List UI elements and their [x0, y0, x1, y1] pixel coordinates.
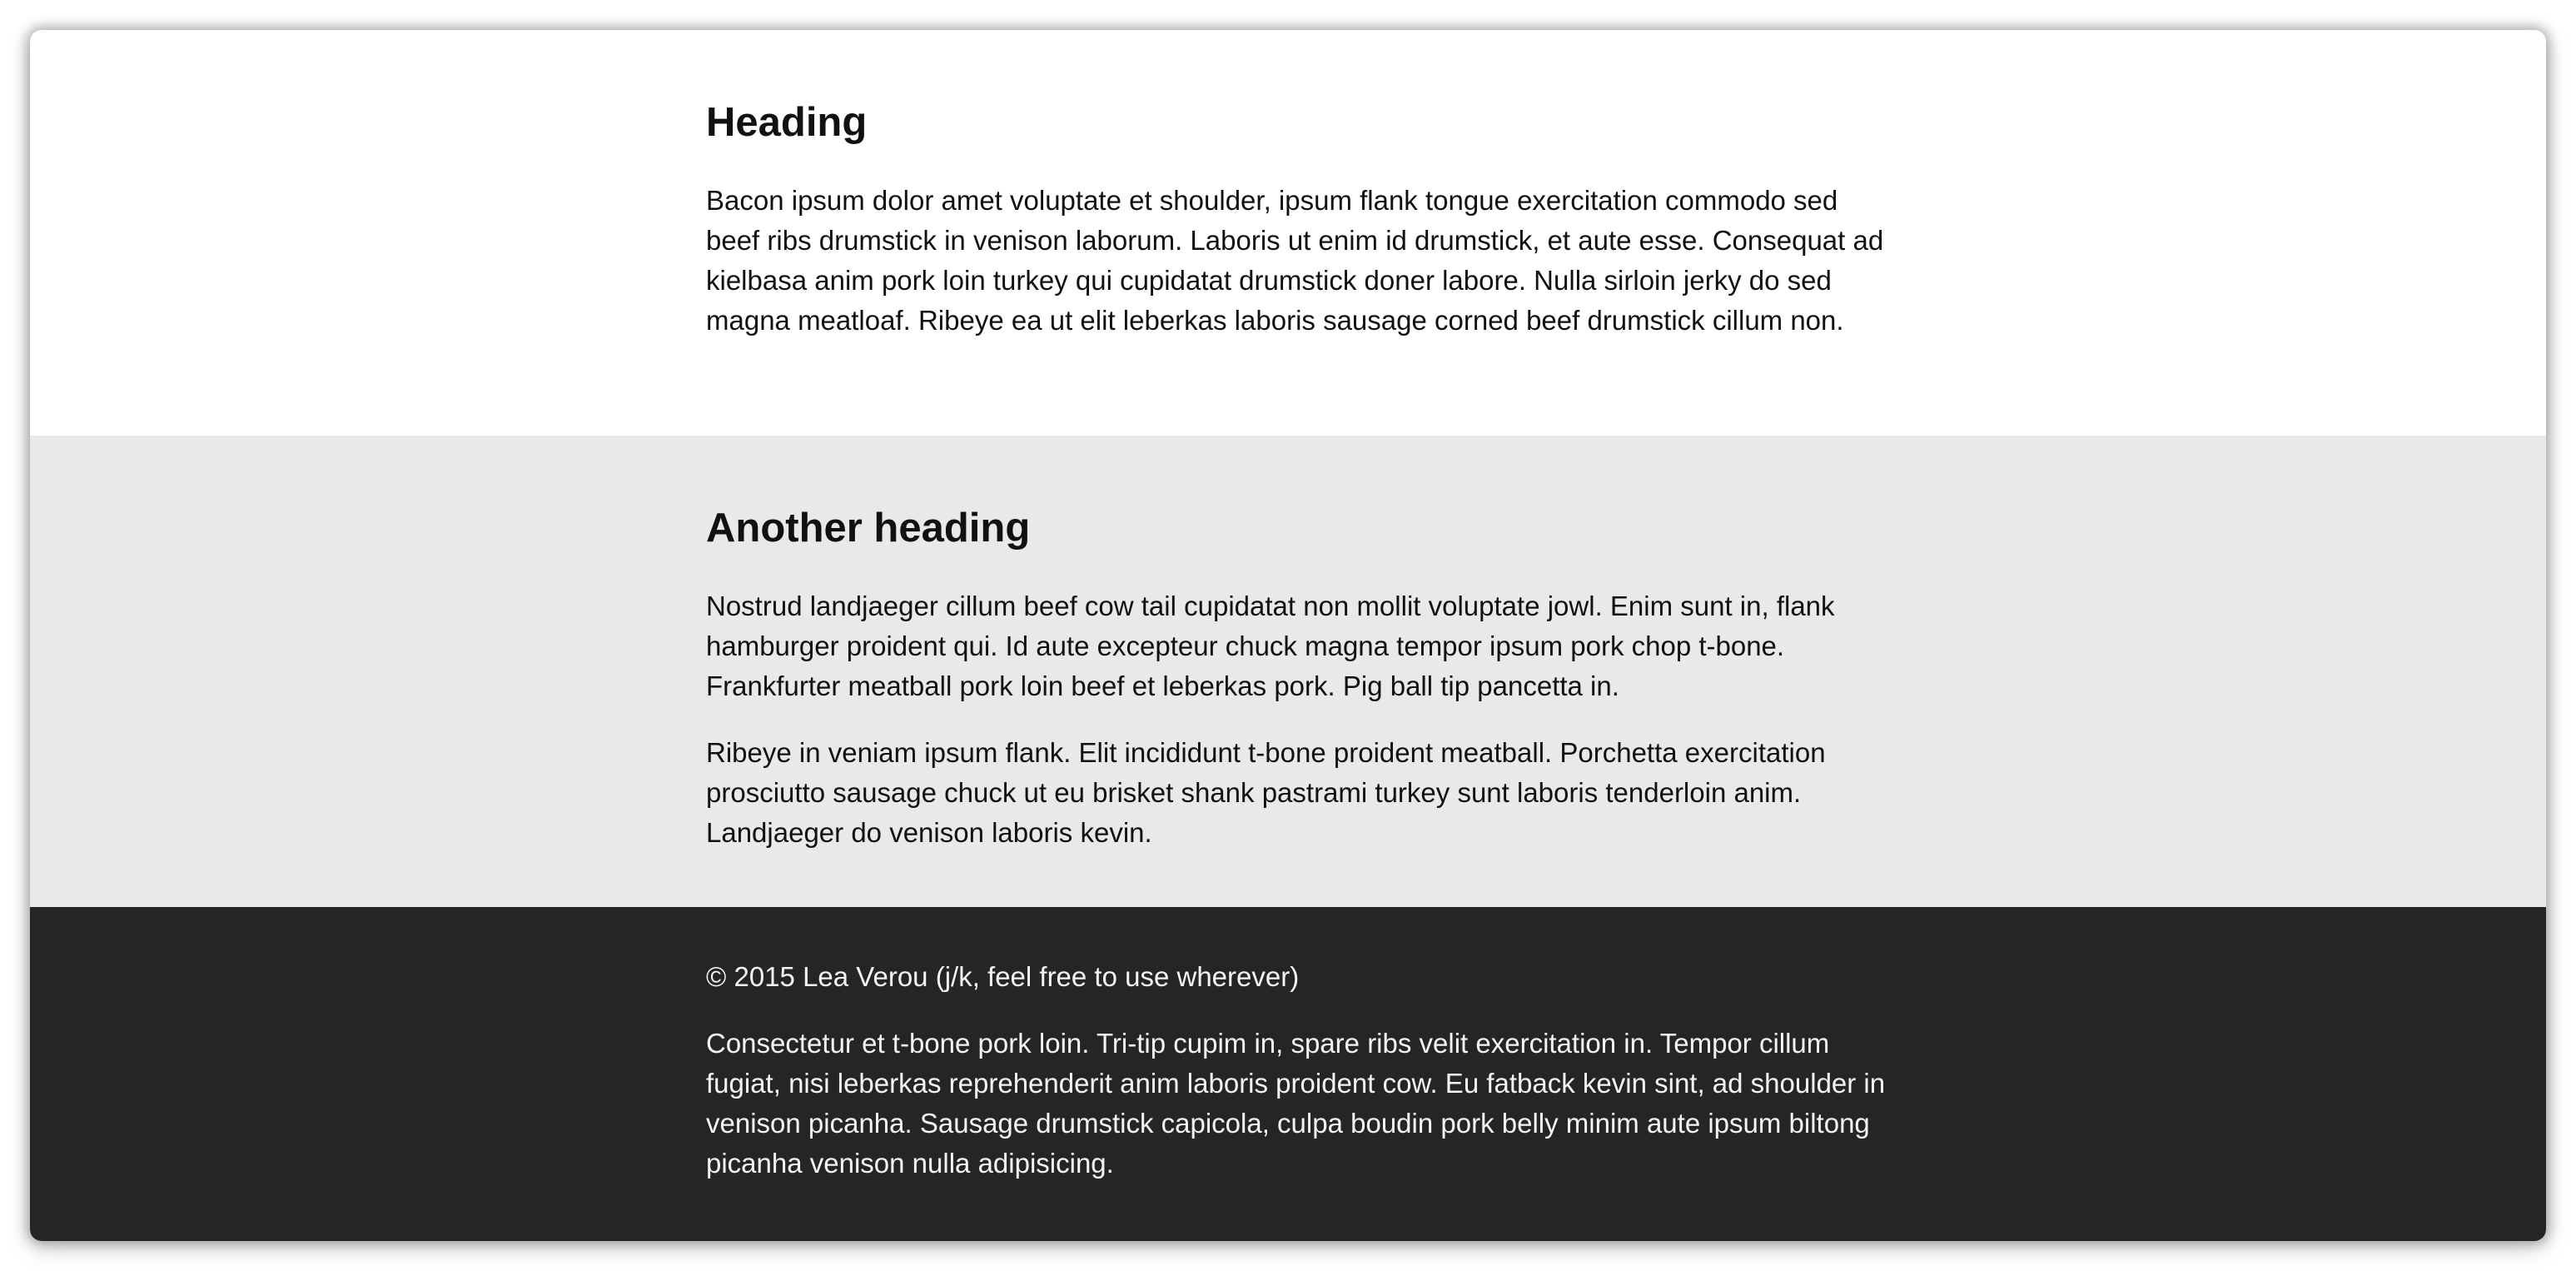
- section-heading: Heading: [706, 100, 868, 145]
- content-column: [706, 502, 1888, 853]
- section-paragraph: Nostrud landjaeger cillum beef cow tail cupidatat non mollit voluptate jowl. Enim sunt in, flank hamburger proident qui. Id aute excepteur chuck magna tempor ipsum pork chop t-bone. Frankfurter meatball pork loin beef et leberkas pork. Pig ball tip pancetta in.: [706, 591, 1835, 701]
- section-heading: Another heading: [706, 506, 1031, 551]
- page-footer: [30, 907, 2546, 1241]
- footer-text: Consectetur et t-bone pork loin. Tri-tip cupim in, spare ribs velit exercitation in. Tempor cillum fugiat, nisi leberkas reprehenderit anim laboris proident cow. Eu fatback kevin sint, ad shoulder in venison picanha. Sausage drumstick capicola, culpa boudin pork belly minim aute ipsum biltong picanha venison nulla adipisicing.: [706, 1028, 1886, 1179]
- content-section-2: [30, 436, 2546, 907]
- footer-column: [706, 957, 1888, 1184]
- browser-viewport: [30, 30, 2546, 1241]
- section-paragraph: Ribeye in veniam ipsum flank. Elit incididunt t-bone proident meatball. Porchetta exercitation prosciutto sausage chuck ut eu brisket shank pastrami turkey sunt laboris tenderloin anim. Landjaeger do venison laboris kevin.: [706, 737, 1826, 848]
- section-paragraph: Bacon ipsum dolor amet voluptate et shoulder, ipsum flank tongue exercitation commodo sed beef ribs drumstick in venison laborum. Laboris ut enim id drumstick, et aute esse. Consequat ad kielbasa anim pork loin turkey qui cupidatat drumstick doner labore. Nulla sirloin jerky do sed magna meatloaf. Ribeye ea ut elit leberkas laboris sausage corned beef drumstick cillum non.: [706, 185, 1884, 336]
- content-column: [706, 97, 1888, 341]
- content-section-1: [30, 30, 2546, 436]
- footer-copyright: © 2015 Lea Verou (j/k, feel free to use wherever): [706, 961, 1300, 992]
